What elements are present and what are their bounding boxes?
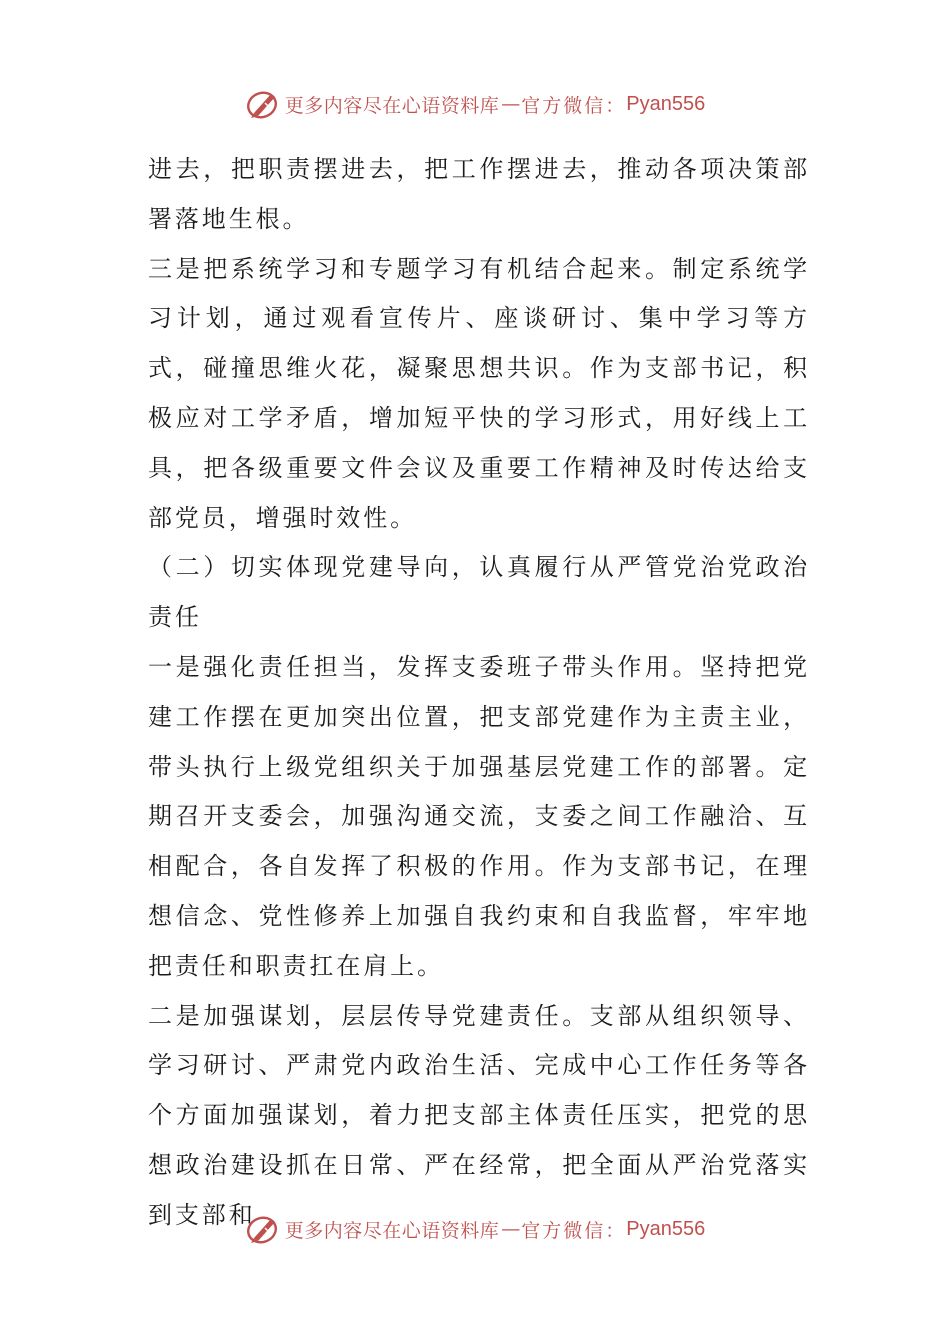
document-body — [148, 145, 810, 1241]
official-wechat-label: 官方微信： — [521, 1219, 627, 1242]
banner-dash: — — [501, 1218, 520, 1240]
footer-banner — [0, 1207, 950, 1251]
paragraph-4: 二是加强谋划，层层传导党建责任。支部从组织领导、学习研讨、严肃党内政治生活、完成中心工作任务等各个方面加强谋划，着力把支部主体责任压实，把党的思想政治建设抓在日常、严在经常，把全面从严治党落实到支部和 — [148, 1001, 810, 1229]
wechat-id: Pyan556 — [626, 1217, 706, 1240]
section-heading: （二）切实体现党建导向，认真履行从严管党治党政治责任 — [148, 553, 810, 632]
wechat-id: Pyan556 — [626, 92, 706, 115]
site-text: 更多内容尽在心语资料库 — [284, 1219, 500, 1242]
paragraph-3: 一是强化责任担当，发挥支委班子带头作用。坚持把党建工作摆在更加突出位置，把支部党建作为主责主业，带头执行上级党组织关于加强基层党建工作的部署。定期召开支委会，加强沟通交流，支委之间工作融洽、互相配合，各自发挥了积极的作用。作为支部书记，在理想信念、党性修养上加强自我约束和自我监督，牢牢地把责任和职责扛在肩上。 — [148, 652, 810, 980]
paragraph-1: 进去，把职责摆进去，把工作摆进去，推动各项决策部署落地生根。 — [148, 155, 810, 233]
banner-dash: — — [501, 93, 520, 115]
header-banner — [0, 82, 950, 126]
official-wechat-label: 官方微信： — [521, 94, 627, 117]
pen-nib-logo-icon — [245, 86, 281, 122]
site-text: 更多内容尽在心语资料库 — [284, 94, 500, 117]
paragraph-2: 三是把系统学习和专题学习有机结合起来。制定系统学习计划，通过观看宣传片、座谈研讨、集中学习等方式，碰撞思维火花，凝聚思想共识。作为支部书记，积极应对工学矛盾，增加短平快的学习形式，用好线上工具，把各级重要文件会议及重要工作精神及时传达给支部党员，增强时效性。 — [148, 254, 810, 532]
pen-nib-logo-icon — [245, 1211, 281, 1247]
